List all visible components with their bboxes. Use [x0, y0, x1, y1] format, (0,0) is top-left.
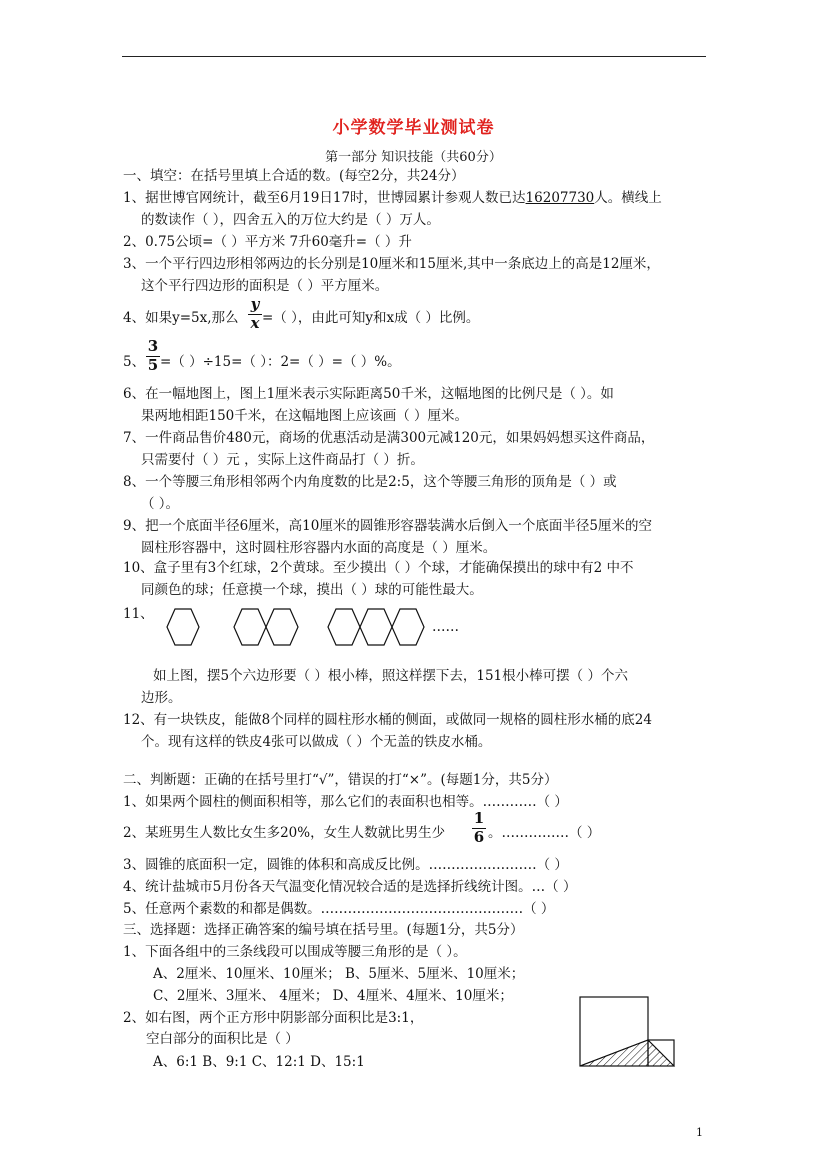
fraction-denominator: 5 [147, 356, 159, 374]
question-8-line2: （ ）。 [141, 496, 180, 512]
fraction-numerator: y [250, 295, 260, 313]
question-5-pre: 5、 [123, 354, 146, 370]
part-subtitle: 第一部分 知识技能（共60分） [325, 150, 502, 165]
judge-4: 4、统计盐城市5月份各天气温变化情况较合适的是选择折线统计图。…（ ） [123, 879, 577, 895]
choice-2-options: A、6:1 B、9:1 C、12:1 D、15:1 [153, 1054, 365, 1070]
section3-heading: 三、选择题：选择正确答案的编号填在括号里。(每题1分，共5分） [123, 922, 524, 938]
question-1-line2: 的数读作（ ），四舍五入的万位大约是（ ）万人。 [141, 212, 440, 228]
question-12-line2: 个。现有这样的铁皮4张可以做成（ ）个无盖的铁皮水桶。 [141, 734, 492, 750]
section1-heading: 一、填空：在括号里填上合适的数。(每空2分，共24分） [123, 168, 465, 184]
fraction-denominator: 6 [473, 828, 485, 846]
question-11-label: 11、 [123, 606, 154, 622]
judge-1: 1、如果两个圆柱的侧面积相等，那么它们的表面积也相等。…………（ ） [123, 794, 568, 810]
visitor-count: 16207730 [525, 190, 595, 206]
fraction-numerator: 3 [147, 337, 159, 355]
question-1-tail: 人。横线上 [594, 190, 662, 206]
question-7-line1: 7、一件商品售价480元，商场的优惠活动是满300元减120元，如果妈妈想买这件商品， [123, 430, 655, 446]
question-8-line1: 8、一个等腰三角形相邻两个内角度数的比是2:5，这个等腰三角形的顶角是（ ）或 [123, 474, 617, 490]
choice-2-line2: 空白部分的面积比是（ ） [146, 1031, 299, 1047]
question-11-line1: 如上图，摆5个六边形要（ ）根小棒，照这样摆下去，151根小棒可摆（ ）个六 [153, 668, 628, 684]
hexagon-ellipsis: …… [432, 619, 459, 635]
question-3-line2: 这个平行四边形的面积是（ ）平方厘米。 [141, 278, 389, 294]
question-12-line1: 12、有一块铁皮，能做8个同样的圆柱形水桶的侧面，或做同一规格的圆柱形水桶的底24 [123, 712, 652, 728]
judge-2-post: 。……………（ ） [488, 825, 601, 841]
question-6-line2: 果两地相距150千米，在这幅地图上应该画（ ）厘米。 [141, 408, 469, 424]
question-11-line2: 边形。 [141, 690, 182, 706]
judge-2-pre: 2、某班男生人数比女生多20%，女生人数就比男生少 [123, 825, 446, 841]
choice-1-options-ab: A、2厘米、10厘米、10厘米； B、5厘米、5厘米、10厘米； [153, 966, 525, 982]
choice-2-line1: 2、如右图，两个正方形中阴影部分面积比是3:1， [123, 1010, 424, 1026]
question-4-post: =（ ），由此可知y和x成（ ）比例。 [262, 310, 480, 326]
question-7-line2: 只需要付（ ）元 ，实际上这件商品打（ ）折。 [141, 452, 424, 468]
question-9-line1: 9、把一个底面半径6厘米，高10厘米的圆锥形容器装满水后倒入一个底面半径5厘米的空 [123, 518, 652, 534]
fraction-numerator: 1 [473, 809, 485, 827]
shaded-region [580, 1040, 674, 1066]
fraction-denominator: x [250, 314, 260, 332]
page-number: 1 [696, 1126, 703, 1139]
choice-1: 1、下面各组中的三条线段可以围成等腰三角形的是（ ）。 [123, 944, 467, 960]
question-6-line1: 6、在一幅地图上，图上1厘米表示实际距离50千米，这幅地图的比例尺是（ ）。如 [123, 386, 614, 402]
page-title: 小学数学毕业测试卷 [332, 118, 495, 138]
question-3-line1: 3、一个平行四边形相邻两边的长分别是10厘米和15厘米,其中一条底边上的高是12厘米， [123, 256, 660, 272]
question-9-line2: 圆柱形容器中，这时圆柱形容器内水面的高度是（ ）厘米。 [141, 540, 497, 556]
choice-1-options-cd: C、2厘米、3厘米、 4厘米； D、4厘米、4厘米、10厘米； [153, 988, 513, 1004]
judge-3: 3、圆锥的底面积一定，圆锥的体积和高成反比例。……………………（ ） [123, 857, 568, 873]
judge-5: 5、任意两个素数的和都是偶数。………………………………………（ ） [123, 901, 555, 917]
question-1-text: 1、据世博官网统计，截至6月19日17时，世博园累计参观人数已达 [123, 190, 526, 206]
question-10-line2: 同颜色的球；任意摸一个球，摸出（ ）球的可能性最大。 [141, 582, 483, 598]
question-4-pre: 4、如果y=5x,那么 [123, 310, 239, 326]
question-5-post: =（ ）÷15=（ ）：2=（ ）=（ ）%。 [160, 354, 401, 370]
question-2: 2、0.75公顷=（ ）平方米 7升60毫升=（ ）升 [123, 234, 412, 250]
question-10-line1: 10、盒子里有3个红球，2个黄球。至少摸出（ ）个球，才能确保摸出的球中有2 中不 [123, 560, 634, 576]
section2-heading: 二、判断题：正确的在括号里打“√”，错误的打“×”。(每题1分，共5分） [123, 772, 558, 788]
